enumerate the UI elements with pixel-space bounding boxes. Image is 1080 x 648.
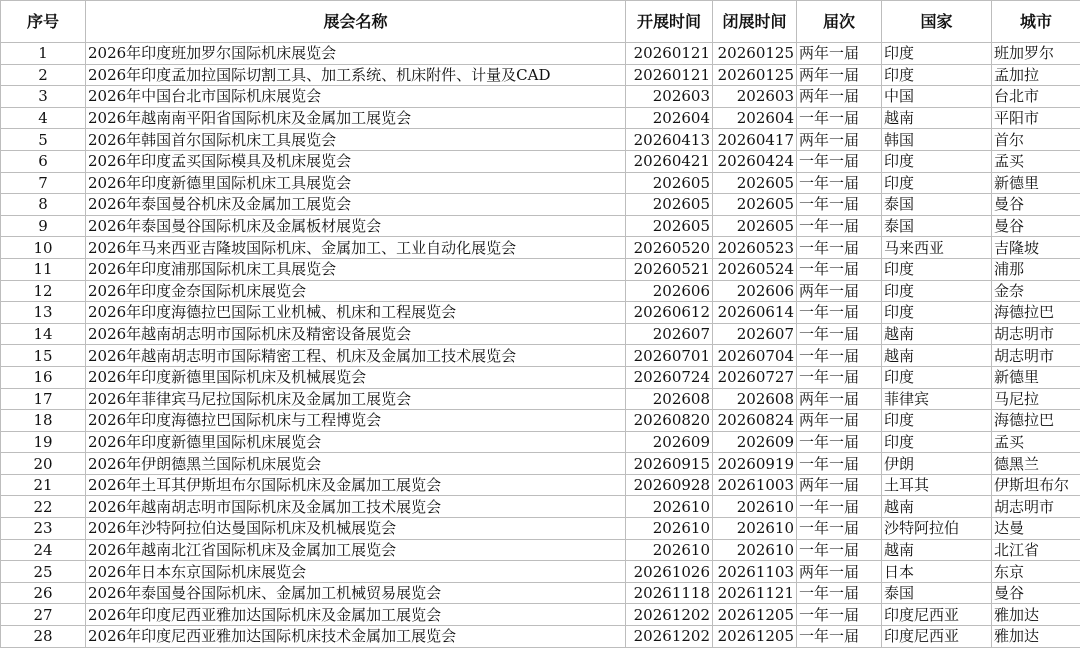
frequency-cell[interactable]: 一年一届	[797, 518, 882, 540]
table-row	[1, 215, 1080, 237]
start-date-cell[interactable]: 20260121	[626, 43, 713, 65]
frequency-cell[interactable]: 两年一届	[797, 410, 882, 432]
table-row	[1, 431, 1080, 453]
country-cell[interactable]: 泰国	[882, 582, 992, 604]
city-cell[interactable]: 曼谷	[992, 582, 1080, 604]
country-cell[interactable]: 印度尼西亚	[882, 626, 992, 648]
country-cell[interactable]: 泰国	[882, 194, 992, 216]
row-number-cell[interactable]: 18	[1, 410, 86, 432]
city-cell[interactable]: 海德拉巴	[992, 410, 1080, 432]
frequency-cell[interactable]: 一年一届	[797, 172, 882, 194]
table-row	[1, 496, 1080, 518]
country-cell[interactable]: 越南	[882, 345, 992, 367]
header-end[interactable]: 闭展时间	[713, 1, 797, 43]
end-date-cell[interactable]: 202604	[713, 107, 797, 129]
frequency-cell[interactable]: 两年一届	[797, 43, 882, 65]
city-cell[interactable]: 新德里	[992, 172, 1080, 194]
row-number-cell[interactable]: 26	[1, 582, 86, 604]
end-date-cell[interactable]: 20260417	[713, 129, 797, 151]
table-row	[1, 150, 1080, 172]
country-cell[interactable]: 日本	[882, 561, 992, 583]
exhibition-name-cell[interactable]: 2026年印度尼西亚雅加达国际机床及金属加工展览会	[86, 604, 626, 626]
exhibition-name-cell[interactable]: 2026年印度海德拉巴国际工业机械、机床和工程展览会	[86, 302, 626, 324]
header-row	[1, 1, 1080, 43]
row-number-cell[interactable]: 2	[1, 64, 86, 86]
end-date-cell[interactable]: 20260424	[713, 150, 797, 172]
start-date-cell[interactable]: 202606	[626, 280, 713, 302]
table-row	[1, 107, 1080, 129]
country-cell[interactable]: 印度	[882, 150, 992, 172]
city-cell[interactable]: 雅加达	[992, 604, 1080, 626]
start-date-cell[interactable]: 20260421	[626, 150, 713, 172]
city-cell[interactable]: 曼谷	[992, 194, 1080, 216]
start-date-cell[interactable]: 202605	[626, 172, 713, 194]
country-cell[interactable]: 沙特阿拉伯	[882, 518, 992, 540]
end-date-cell[interactable]: 202605	[713, 172, 797, 194]
city-cell[interactable]: 胡志明市	[992, 345, 1080, 367]
frequency-cell[interactable]: 一年一届	[797, 345, 882, 367]
exhibition-name-cell[interactable]: 2026年日本东京国际机床展览会	[86, 561, 626, 583]
end-date-cell[interactable]: 20260824	[713, 410, 797, 432]
exhibition-name-cell[interactable]: 2026年越南北江省国际机床及金属加工展览会	[86, 539, 626, 561]
row-number-cell[interactable]: 23	[1, 518, 86, 540]
country-cell[interactable]: 印度尼西亚	[882, 604, 992, 626]
end-date-cell[interactable]: 202608	[713, 388, 797, 410]
frequency-cell[interactable]: 一年一届	[797, 150, 882, 172]
country-cell[interactable]: 印度	[882, 172, 992, 194]
start-date-cell[interactable]: 202603	[626, 86, 713, 108]
frequency-cell[interactable]: 两年一届	[797, 86, 882, 108]
row-number-cell[interactable]: 16	[1, 366, 86, 388]
city-cell[interactable]: 孟买	[992, 150, 1080, 172]
start-date-cell[interactable]: 202610	[626, 496, 713, 518]
header-no[interactable]: 序号	[1, 1, 86, 43]
table-row	[1, 626, 1080, 648]
start-date-cell[interactable]: 20260724	[626, 366, 713, 388]
end-date-cell[interactable]: 202610	[713, 496, 797, 518]
end-date-cell[interactable]: 20260704	[713, 345, 797, 367]
city-cell[interactable]: 曼谷	[992, 215, 1080, 237]
exhibition-name-cell[interactable]: 2026年越南胡志明市国际精密工程、机床及金属加工技术展览会	[86, 345, 626, 367]
exhibition-name-cell[interactable]: 2026年印度班加罗尔国际机床展览会	[86, 43, 626, 65]
frequency-cell[interactable]: 一年一届	[797, 626, 882, 648]
exhibition-name-cell[interactable]: 2026年沙特阿拉伯达曼国际机床及机械展览会	[86, 518, 626, 540]
country-cell[interactable]: 印度	[882, 366, 992, 388]
country-cell[interactable]: 中国	[882, 86, 992, 108]
start-date-cell[interactable]: 20260915	[626, 453, 713, 475]
city-cell[interactable]: 雅加达	[992, 626, 1080, 648]
start-date-cell[interactable]: 202610	[626, 539, 713, 561]
start-date-cell[interactable]: 20260612	[626, 302, 713, 324]
frequency-cell[interactable]: 一年一届	[797, 604, 882, 626]
table-row	[1, 410, 1080, 432]
end-date-cell[interactable]: 202605	[713, 215, 797, 237]
exhibition-name-cell[interactable]: 2026年印度新德里国际机床展览会	[86, 431, 626, 453]
country-cell[interactable]: 泰国	[882, 215, 992, 237]
table-body	[1, 43, 1080, 648]
country-cell[interactable]: 韩国	[882, 129, 992, 151]
city-cell[interactable]: 新德里	[992, 366, 1080, 388]
start-date-cell[interactable]: 20261118	[626, 582, 713, 604]
country-cell[interactable]: 印度	[882, 64, 992, 86]
end-date-cell[interactable]: 202610	[713, 539, 797, 561]
header-city[interactable]: 城市	[992, 1, 1080, 43]
frequency-cell[interactable]: 一年一届	[797, 431, 882, 453]
header-name[interactable]: 展会名称	[86, 1, 626, 43]
exhibition-name-cell[interactable]: 2026年印度浦那国际机床工具展览会	[86, 258, 626, 280]
city-cell[interactable]: 首尔	[992, 129, 1080, 151]
row-number-cell[interactable]: 17	[1, 388, 86, 410]
country-cell[interactable]: 印度	[882, 280, 992, 302]
exhibition-name-cell[interactable]: 2026年伊朗德黑兰国际机床展览会	[86, 453, 626, 475]
start-date-cell[interactable]: 20260413	[626, 129, 713, 151]
start-date-cell[interactable]: 20260521	[626, 258, 713, 280]
table-row	[1, 582, 1080, 604]
frequency-cell[interactable]: 一年一届	[797, 582, 882, 604]
start-date-cell[interactable]: 202605	[626, 194, 713, 216]
end-date-cell[interactable]: 202607	[713, 323, 797, 345]
end-date-cell[interactable]: 20260125	[713, 43, 797, 65]
end-date-cell[interactable]: 20261003	[713, 474, 797, 496]
table-row	[1, 258, 1080, 280]
table-row	[1, 280, 1080, 302]
row-number-cell[interactable]: 25	[1, 561, 86, 583]
exhibition-name-cell[interactable]: 2026年印度孟买国际模具及机床展览会	[86, 150, 626, 172]
start-date-cell[interactable]: 202604	[626, 107, 713, 129]
city-cell[interactable]: 班加罗尔	[992, 43, 1080, 65]
end-date-cell[interactable]: 20260727	[713, 366, 797, 388]
exhibition-name-cell[interactable]: 2026年印度金奈国际机床展览会	[86, 280, 626, 302]
city-cell[interactable]: 德黑兰	[992, 453, 1080, 475]
city-cell[interactable]: 胡志明市	[992, 323, 1080, 345]
frequency-cell[interactable]: 一年一届	[797, 302, 882, 324]
end-date-cell[interactable]: 20260523	[713, 237, 797, 259]
table-row	[1, 604, 1080, 626]
frequency-cell[interactable]: 一年一届	[797, 237, 882, 259]
header-frequency[interactable]: 届次	[797, 1, 882, 43]
end-date-cell[interactable]: 20261205	[713, 604, 797, 626]
row-number-cell[interactable]: 12	[1, 280, 86, 302]
table-row	[1, 366, 1080, 388]
city-cell[interactable]: 马尼拉	[992, 388, 1080, 410]
start-date-cell[interactable]: 20261202	[626, 604, 713, 626]
city-cell[interactable]: 海德拉巴	[992, 302, 1080, 324]
city-cell[interactable]: 浦那	[992, 258, 1080, 280]
country-cell[interactable]: 越南	[882, 539, 992, 561]
end-date-cell[interactable]: 202609	[713, 431, 797, 453]
start-date-cell[interactable]: 202609	[626, 431, 713, 453]
frequency-cell[interactable]: 两年一届	[797, 388, 882, 410]
frequency-cell[interactable]: 一年一届	[797, 215, 882, 237]
frequency-cell[interactable]: 一年一届	[797, 194, 882, 216]
frequency-cell[interactable]: 两年一届	[797, 64, 882, 86]
start-date-cell[interactable]: 20260520	[626, 237, 713, 259]
table-row	[1, 561, 1080, 583]
exhibition-name-cell[interactable]: 2026年韩国首尔国际机床工具展览会	[86, 129, 626, 151]
start-date-cell[interactable]: 20260820	[626, 410, 713, 432]
start-date-cell[interactable]: 20261026	[626, 561, 713, 583]
country-cell[interactable]: 马来西亚	[882, 237, 992, 259]
row-number-cell[interactable]: 24	[1, 539, 86, 561]
city-cell[interactable]: 金奈	[992, 280, 1080, 302]
country-cell[interactable]: 印度	[882, 302, 992, 324]
row-number-cell[interactable]: 19	[1, 431, 86, 453]
exhibition-name-cell[interactable]: 2026年印度尼西亚雅加达国际机床技术金属加工展览会	[86, 626, 626, 648]
country-cell[interactable]: 土耳其	[882, 474, 992, 496]
end-date-cell[interactable]: 20260919	[713, 453, 797, 475]
end-date-cell[interactable]: 20260125	[713, 64, 797, 86]
table-row	[1, 302, 1080, 324]
city-cell[interactable]: 孟加拉	[992, 64, 1080, 86]
start-date-cell[interactable]: 20260928	[626, 474, 713, 496]
city-cell[interactable]: 北江省	[992, 539, 1080, 561]
row-number-cell[interactable]: 27	[1, 604, 86, 626]
exhibition-name-cell[interactable]: 2026年泰国曼谷国际机床及金属板材展览会	[86, 215, 626, 237]
exhibition-name-cell[interactable]: 2026年越南胡志明市国际机床及金属加工技术展览会	[86, 496, 626, 518]
exhibition-name-cell[interactable]: 2026年印度新德里国际机床工具展览会	[86, 172, 626, 194]
table-row	[1, 345, 1080, 367]
exhibition-name-cell[interactable]: 2026年泰国曼谷国际机床、金属加工机械贸易展览会	[86, 582, 626, 604]
country-cell[interactable]: 越南	[882, 323, 992, 345]
table-row	[1, 453, 1080, 475]
city-cell[interactable]: 达曼	[992, 518, 1080, 540]
row-number-cell[interactable]: 15	[1, 345, 86, 367]
row-number-cell[interactable]: 10	[1, 237, 86, 259]
frequency-cell[interactable]: 一年一届	[797, 258, 882, 280]
frequency-cell[interactable]: 两年一届	[797, 280, 882, 302]
end-date-cell[interactable]: 202605	[713, 194, 797, 216]
frequency-cell[interactable]: 一年一届	[797, 366, 882, 388]
frequency-cell[interactable]: 一年一届	[797, 496, 882, 518]
end-date-cell[interactable]: 20261103	[713, 561, 797, 583]
frequency-cell[interactable]: 两年一届	[797, 474, 882, 496]
table-row	[1, 474, 1080, 496]
row-number-cell[interactable]: 11	[1, 258, 86, 280]
frequency-cell[interactable]: 一年一届	[797, 539, 882, 561]
row-number-cell[interactable]: 1	[1, 43, 86, 65]
table-row	[1, 172, 1080, 194]
row-number-cell[interactable]: 8	[1, 194, 86, 216]
country-cell[interactable]: 菲律宾	[882, 388, 992, 410]
exhibition-name-cell[interactable]: 2026年印度新德里国际机床及机械展览会	[86, 366, 626, 388]
end-date-cell[interactable]: 20260614	[713, 302, 797, 324]
row-number-cell[interactable]: 6	[1, 150, 86, 172]
start-date-cell[interactable]: 20261202	[626, 626, 713, 648]
table-row	[1, 237, 1080, 259]
row-number-cell[interactable]: 22	[1, 496, 86, 518]
city-cell[interactable]: 吉隆坡	[992, 237, 1080, 259]
end-date-cell[interactable]: 202610	[713, 518, 797, 540]
country-cell[interactable]: 印度	[882, 431, 992, 453]
table-row	[1, 43, 1080, 65]
header-country[interactable]: 国家	[882, 1, 992, 43]
table-row	[1, 194, 1080, 216]
exhibition-name-cell[interactable]: 2026年土耳其伊斯坦布尔国际机床及金属加工展览会	[86, 474, 626, 496]
country-cell[interactable]: 越南	[882, 496, 992, 518]
table-row	[1, 539, 1080, 561]
exhibition-name-cell[interactable]: 2026年印度海德拉巴国际机床与工程博览会	[86, 410, 626, 432]
exhibition-name-cell[interactable]: 2026年泰国曼谷机床及金属加工展览会	[86, 194, 626, 216]
end-date-cell[interactable]: 202603	[713, 86, 797, 108]
row-number-cell[interactable]: 7	[1, 172, 86, 194]
start-date-cell[interactable]: 202610	[626, 518, 713, 540]
table-row	[1, 129, 1080, 151]
exhibition-name-cell[interactable]: 2026年菲律宾马尼拉国际机床及金属加工展览会	[86, 388, 626, 410]
frequency-cell[interactable]: 一年一届	[797, 107, 882, 129]
exhibition-name-cell[interactable]: 2026年越南胡志明市国际机床及精密设备展览会	[86, 323, 626, 345]
country-cell[interactable]: 伊朗	[882, 453, 992, 475]
table-row	[1, 388, 1080, 410]
frequency-cell[interactable]: 两年一届	[797, 129, 882, 151]
end-date-cell[interactable]: 20261121	[713, 582, 797, 604]
table-row	[1, 323, 1080, 345]
end-date-cell[interactable]: 20260524	[713, 258, 797, 280]
table-row	[1, 86, 1080, 108]
table-row	[1, 518, 1080, 540]
start-date-cell[interactable]: 20260701	[626, 345, 713, 367]
start-date-cell[interactable]: 202605	[626, 215, 713, 237]
table-row	[1, 64, 1080, 86]
row-number-cell[interactable]: 14	[1, 323, 86, 345]
start-date-cell[interactable]: 20260121	[626, 64, 713, 86]
city-cell[interactable]: 胡志明市	[992, 496, 1080, 518]
city-cell[interactable]: 台北市	[992, 86, 1080, 108]
city-cell[interactable]: 孟买	[992, 431, 1080, 453]
frequency-cell[interactable]: 两年一届	[797, 561, 882, 583]
exhibition-name-cell[interactable]: 2026年印度孟加拉国际切割工具、加工系统、机床附件、计量及CAD	[86, 64, 626, 86]
end-date-cell[interactable]: 202606	[713, 280, 797, 302]
end-date-cell[interactable]: 20261205	[713, 626, 797, 648]
city-cell[interactable]: 伊斯坦布尔	[992, 474, 1080, 496]
frequency-cell[interactable]: 一年一届	[797, 323, 882, 345]
header-start[interactable]: 开展时间	[626, 1, 713, 43]
row-number-cell[interactable]: 9	[1, 215, 86, 237]
start-date-cell[interactable]: 202607	[626, 323, 713, 345]
exhibition-name-cell[interactable]: 2026年越南南平阳省国际机床及金属加工展览会	[86, 107, 626, 129]
row-number-cell[interactable]: 4	[1, 107, 86, 129]
country-cell[interactable]: 越南	[882, 107, 992, 129]
frequency-cell[interactable]: 一年一届	[797, 453, 882, 475]
country-cell[interactable]: 印度	[882, 258, 992, 280]
exhibition-name-cell[interactable]: 2026年中国台北市国际机床展览会	[86, 86, 626, 108]
city-cell[interactable]: 平阳市	[992, 107, 1080, 129]
row-number-cell[interactable]: 20	[1, 453, 86, 475]
row-number-cell[interactable]: 5	[1, 129, 86, 151]
row-number-cell[interactable]: 21	[1, 474, 86, 496]
exhibition-name-cell[interactable]: 2026年马来西亚吉隆坡国际机床、金属加工、工业自动化展览会	[86, 237, 626, 259]
row-number-cell[interactable]: 3	[1, 86, 86, 108]
city-cell[interactable]: 东京	[992, 561, 1080, 583]
country-cell[interactable]: 印度	[882, 43, 992, 65]
row-number-cell[interactable]: 13	[1, 302, 86, 324]
row-number-cell[interactable]: 28	[1, 626, 86, 648]
country-cell[interactable]: 印度	[882, 410, 992, 432]
start-date-cell[interactable]: 202608	[626, 388, 713, 410]
